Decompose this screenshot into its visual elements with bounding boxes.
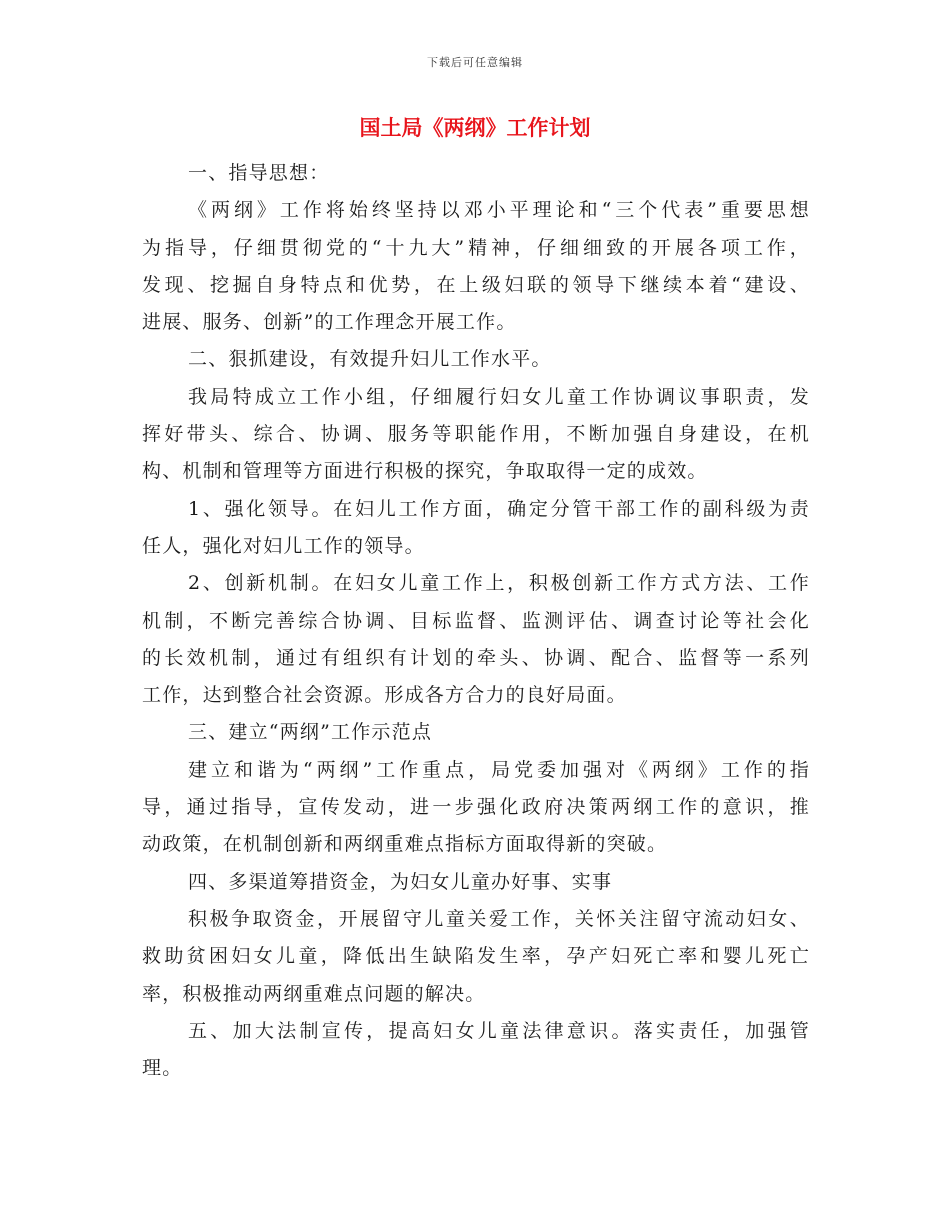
paragraph-line: 机制，不断完善综合协调、目标监督、监测评估、调查讨论等社会化 (142, 609, 810, 632)
paragraph-line: 构、机制和管理等方面进行积极的探究，争取取得一定的成效。 (142, 460, 708, 483)
paragraph-line: 2、创新机制。在妇女儿童工作上，积极创新工作方式方法、工作 (188, 572, 810, 595)
paragraph-line: 率，积极推动两纲重难点问题的解决。 (142, 982, 486, 1005)
section-heading: 二、狠抓建设，有效提升妇儿工作水平。 (188, 348, 552, 371)
paragraph-line: 《两纲》工作将始终坚持以邓小平理论和“三个代表”重要思想 (188, 199, 810, 222)
paragraph-line: 导，通过指导，宣传发动，进一步强化政府决策两纲工作的意识，推 (142, 796, 810, 819)
paragraph-line: 动政策，在机制创新和两纲重难点指标方面取得新的突破。 (142, 833, 668, 856)
paragraph-line: 发现、挖掘自身特点和优势，在上级妇联的领导下继续本着“建设、 (142, 273, 810, 296)
document-title: 国土局《两纲》工作计划 (359, 116, 591, 140)
section-heading: 四、多渠道筹措资金，为妇女儿童办好事、实事 (188, 870, 613, 893)
header-note: 下载后可任意编辑 (427, 56, 523, 69)
paragraph-line: 挥好带头、综合、协调、服务等职能作用，不断加强自身建设，在机 (142, 423, 810, 446)
paragraph-line: 我局特成立工作小组，仔细履行妇女儿童工作协调议事职责，发 (188, 385, 810, 408)
paragraph-line: 积极争取资金，开展留守儿童关爱工作，关怀关注留守流动妇女、 (188, 907, 810, 930)
paragraph-line: 的长效机制，通过有组织有计划的牵头、协调、配合、监督等一系列 (142, 646, 810, 669)
paragraph-line: 1、强化领导。在妇儿工作方面，确定分管干部工作的副科级为责 (188, 497, 810, 520)
paragraph-line: 任人，强化对妇儿工作的领导。 (142, 534, 425, 557)
paragraph-line: 建立和谐为“两纲”工作重点，局党委加强对《两纲》工作的指 (188, 758, 810, 781)
section-heading: 一、指导思想： (188, 162, 330, 184)
paragraph-line: 理。 (142, 1057, 183, 1080)
paragraph-line: 救助贫困妇女儿童，降低出生缺陷发生率，孕产妇死亡率和婴儿死亡 (142, 945, 810, 968)
paragraph-line: 进展、服务、创新”的工作理念开展工作。 (142, 311, 517, 334)
paragraph-line: 为指导，仔细贯彻党的“十九大”精神，仔细细致的开展各项工作， (142, 236, 810, 259)
section-heading: 五、加大法制宣传，提高妇女儿童法律意识。落实责任，加强管 (188, 1019, 810, 1042)
paragraph-line: 工作，达到整合社会资源。形成各方合力的良好局面。 (142, 684, 627, 707)
document-body (142, 155, 810, 1087)
section-heading: 三、建立“两纲”工作示范点 (188, 721, 433, 744)
